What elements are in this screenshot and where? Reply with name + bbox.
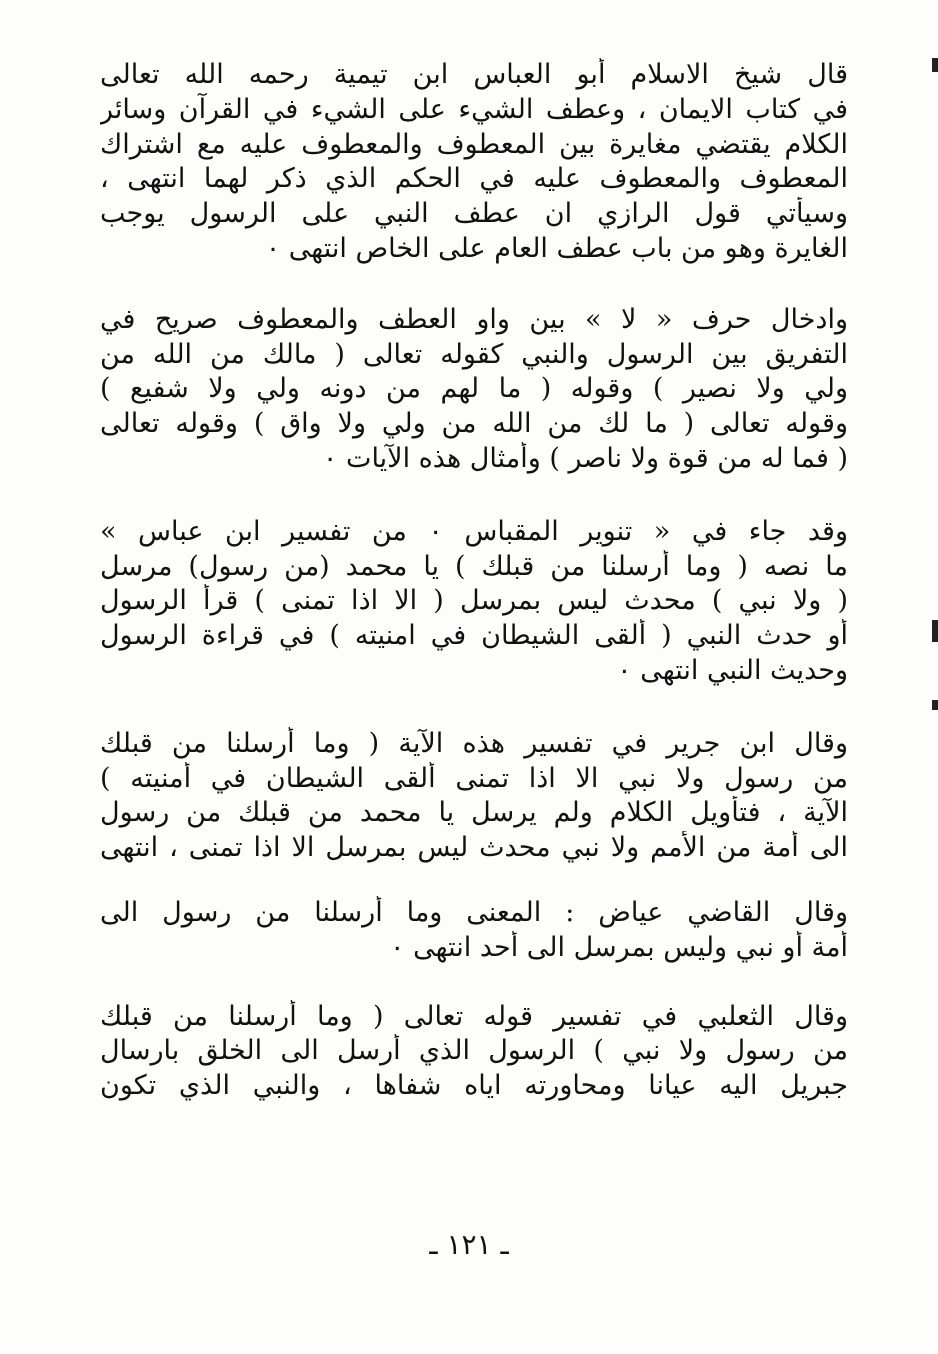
text-line: التفريق بين الرسول والنبي كقوله تعالى ( مالك من الله من: [100, 338, 848, 370]
scan-edge-mark: [932, 700, 938, 710]
text-line: وقال ابن جرير في تفسير هذه الآية ( وما أرسلنا من قبلك: [100, 727, 848, 759]
text-line: أو حدث النبي ( ألقى الشيطان في امنيته ) في قراءة الرسول: [100, 620, 848, 652]
text-line: الى أمة من الأمم ولا نبي محدث ليس بمرسل الا اذا تمنى ، انتهى: [100, 832, 848, 864]
text-line: الآية ، فتأويل الكلام ولم يرسل يا محمد من قبلك من رسول: [100, 797, 848, 829]
text-line: ( ولا نبي ) محدث ليس بمرسل ( الا اذا تمنى ) قرأ الرسول: [100, 585, 848, 617]
paragraph-3: [100, 515, 848, 689]
scan-edge-mark: [932, 58, 938, 72]
paragraph-2: [100, 303, 848, 477]
paragraph-gap: [100, 477, 848, 515]
text-line: ما نصه ( وما أرسلنا من قبلك ) يا محمد (من رسول) مرسل: [100, 550, 848, 582]
scan-edge-mark: [932, 620, 938, 642]
text-line: وادخال حرف « لا » بين واو العطف والمعطوف صريح في: [100, 303, 848, 335]
text-line: ولي ولا نصير ) وقوله ( ما لهم من دونه ولي ولا شفيع ): [100, 373, 848, 405]
page-text: [100, 58, 848, 1104]
paragraph-6: [100, 1000, 848, 1104]
text-line: وقال القاضي عياض : المعنى وما أرسلنا من رسول الى: [100, 896, 848, 928]
text-line: وحديث النبي انتهى ٠: [617, 654, 848, 686]
paragraph-gap: [100, 689, 848, 727]
text-line: في كتاب الايمان ، وعطف الشيء على الشيء في القرآن وسائر: [100, 93, 848, 125]
text-line: أمة أو نبي وليس بمرسل الى أحد انتهى ٠: [390, 931, 848, 963]
text-line: المعطوف والمعطوف عليه في الحكم الذي ذكر لهما انتهى ،: [100, 163, 848, 195]
paragraph-1: [100, 58, 848, 267]
text-line: وقد جاء في « تنوير المقباس ٠ من تفسير ابن عباس »: [100, 515, 848, 547]
text-line: الكلام يقتضي مغايرة بين المعطوف والمعطوف عليه مع اشتراك: [100, 128, 848, 160]
text-line: وقال الثعلبي في تفسير قوله تعالى ( وما أرسلنا من قبلك: [100, 1000, 848, 1032]
paragraph-5: [100, 896, 848, 966]
text-line: وقوله تعالى ( ما لك من الله من ولي ولا واق ) وقوله تعالى: [100, 408, 848, 440]
text-line: جبريل اليه عيانا ومحاورته اياه شفاها ، والنبي الذي تكون: [100, 1070, 848, 1102]
text-line: وسيأتي قول الرازي ان عطف النبي على الرسول يوجب: [100, 198, 848, 230]
text-line: من رسول ولا نبي الا اذا تمنى ألقى الشيطان في أمنيته ): [100, 762, 848, 794]
text-line: الغايرة وهو من باب عطف العام على الخاص انتهى ٠: [265, 232, 848, 264]
paragraph-4: [100, 727, 848, 866]
paragraph-gap: [100, 267, 848, 303]
page-number: ـ ١٢١ ـ: [429, 1228, 509, 1261]
text-line: ( فما له من قوة ولا ناصر ) وأمثال هذه الآيات ٠: [322, 442, 848, 474]
paragraph-gap: [100, 866, 848, 896]
text-line: قال شيخ الاسلام أبو العباس ابن تيمية رحمه الله تعالى: [100, 59, 848, 90]
text-line: من رسول ولا نبي ) الرسول الذي أرسل الى الخلق بارسال: [100, 1035, 848, 1067]
paragraph-gap: [100, 966, 848, 1000]
